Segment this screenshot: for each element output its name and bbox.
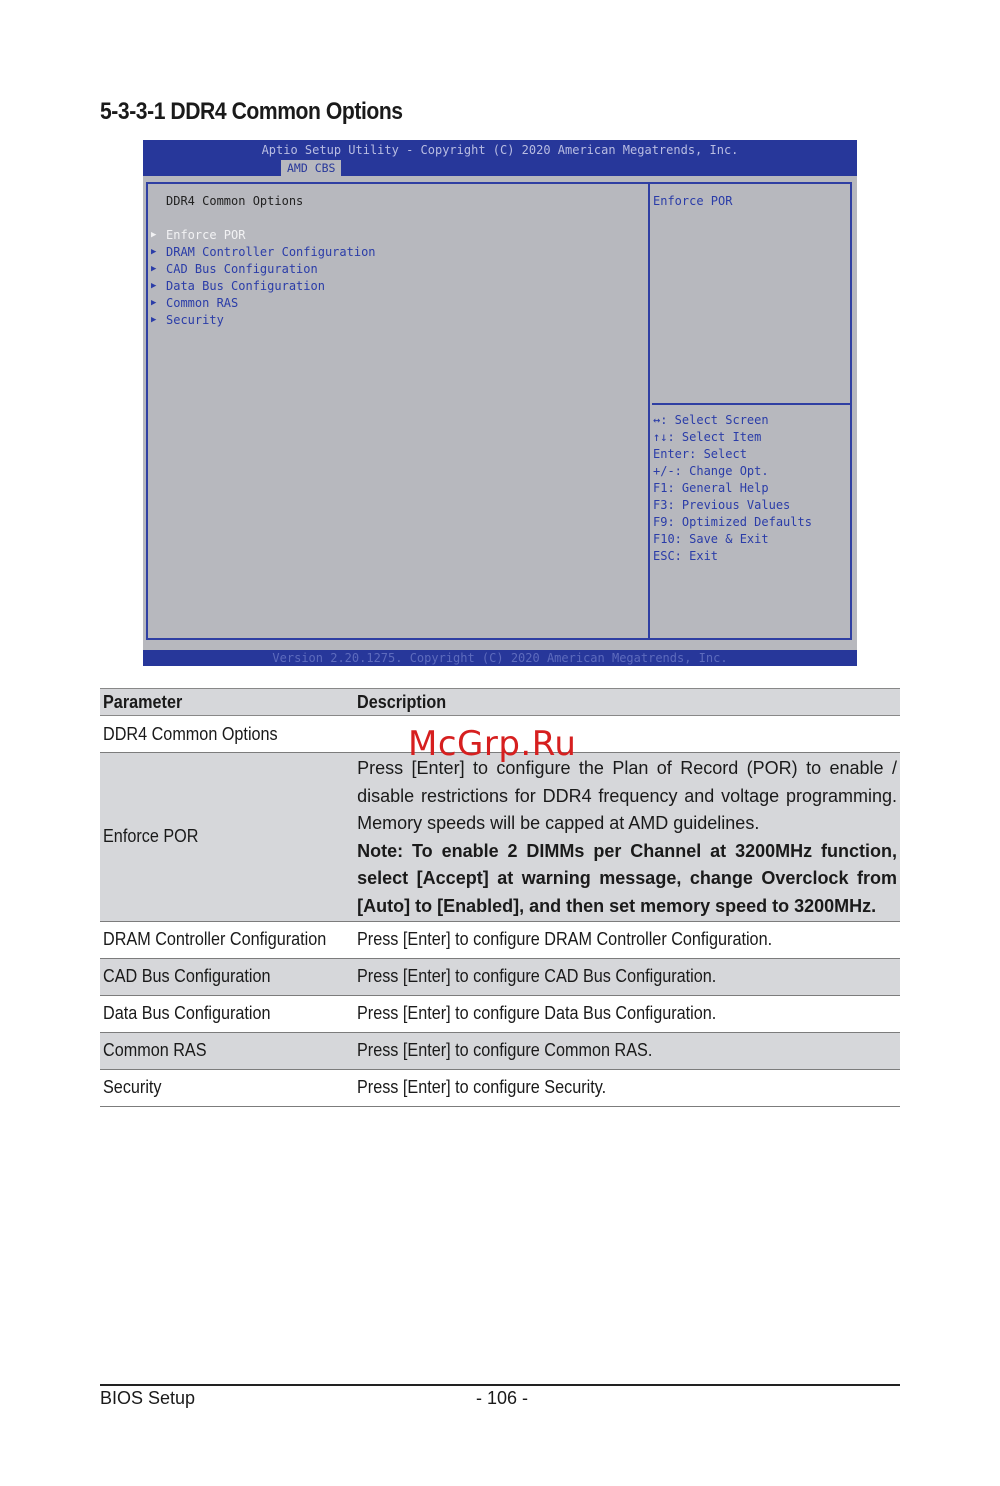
bios-main-frame <box>146 182 852 640</box>
menu-item-dram-controller-configuration[interactable] <box>148 244 376 261</box>
bios-version: Version 2.20.1275. Copyright (C) 2020 American Megatrends, Inc. <box>272 651 728 665</box>
param-cell: DDR4 Common Options <box>100 716 354 753</box>
key-hint: F9: Optimized Defaults <box>653 515 812 529</box>
table-header-row <box>100 689 900 716</box>
table-row <box>100 753 900 922</box>
menu-item-label: Common RAS <box>166 296 239 310</box>
bios-menu <box>148 227 376 329</box>
section-title: 5-3-3-1 DDR4 Common Options <box>100 98 403 125</box>
menu-item-label: Data Bus Configuration <box>166 279 325 293</box>
desc-note: Note: To enable 2 DIMMs per Channel at 3200MHz function, select [Accept] at warning message, change Overclock from [Auto] to [Enabled], and then set memory speed to 3200MHz. <box>357 840 897 916</box>
desc-cell: Press [Enter] to configure Common RAS. <box>354 1032 900 1069</box>
desc-cell: Press [Enter] to configure CAD Bus Configuration. <box>354 958 900 995</box>
bios-page-heading: DDR4 Common Options <box>166 194 304 208</box>
key-hint: F10: Save & Exit <box>653 532 769 546</box>
submenu-arrow-icon: ▶ <box>151 247 157 257</box>
key-hint: ↑↓: Select Item <box>653 430 762 444</box>
bios-help-separator <box>652 403 851 405</box>
desc-cell: Press [Enter] to configure DRAM Controller Configuration. <box>354 921 900 958</box>
param-cell: Enforce POR <box>100 753 354 922</box>
watermark: McGrp.Ru <box>408 724 577 764</box>
submenu-arrow-icon: ▶ <box>151 264 157 274</box>
menu-item-label: DRAM Controller Configuration <box>166 245 376 259</box>
param-cell: DRAM Controller Configuration <box>100 921 354 958</box>
key-hint: ↔: Select Screen <box>653 413 769 427</box>
key-hint: Enter: Select <box>653 447 747 461</box>
submenu-arrow-icon: ▶ <box>151 315 157 325</box>
submenu-arrow-icon: ▶ <box>151 298 157 308</box>
param-cell: Data Bus Configuration <box>100 995 354 1032</box>
desc-text: Press [Enter] to configure the Plan of Record (POR) to enable / disable restrictions for DDR4 frequency and voltage programming. Memory speeds will be capped at AMD guidelines. <box>357 758 897 834</box>
footer-rule <box>100 1384 900 1386</box>
param-cell: Security <box>100 1069 354 1106</box>
bios-panel-divider <box>648 184 650 638</box>
bios-help-title: Enforce POR <box>653 194 733 208</box>
submenu-arrow-icon: ▶ <box>151 230 157 240</box>
page-number: - 106 - <box>476 1388 529 1408</box>
desc-cell: Press [Enter] to configure Data Bus Configuration. <box>354 995 900 1032</box>
bios-status-bar <box>143 650 857 666</box>
header-parameter: Parameter <box>100 689 354 716</box>
menu-item-data-bus-configuration[interactable] <box>148 278 376 295</box>
param-cell: CAD Bus Configuration <box>100 958 354 995</box>
param-cell: Common RAS <box>100 1032 354 1069</box>
menu-item-common-ras[interactable] <box>148 295 376 312</box>
header-description: Description <box>354 689 900 716</box>
table-row <box>100 995 900 1032</box>
key-hint: F1: General Help <box>653 481 769 495</box>
menu-item-label: CAD Bus Configuration <box>166 262 318 276</box>
menu-item-security[interactable] <box>148 312 376 329</box>
submenu-arrow-icon: ▶ <box>151 281 157 291</box>
key-hint: ESC: Exit <box>653 549 719 563</box>
key-hint: +/-: Change Opt. <box>653 464 769 478</box>
table-row <box>100 1069 900 1106</box>
bios-title: Aptio Setup Utility - Copyright (C) 2020 American Megatrends, Inc. <box>261 143 739 157</box>
desc-cell: Press [Enter] to configure Security. <box>354 1069 900 1106</box>
desc-cell <box>354 753 900 922</box>
menu-item-cad-bus-configuration[interactable] <box>148 261 376 278</box>
table-row <box>100 921 900 958</box>
table-row <box>100 1032 900 1069</box>
bios-title-bar <box>143 140 857 176</box>
bios-screen <box>143 140 857 666</box>
bios-key-legend <box>653 412 812 565</box>
tab-amd-cbs[interactable]: AMD CBS <box>281 160 341 176</box>
table-row <box>100 958 900 995</box>
menu-item-enforce-por[interactable] <box>148 227 376 244</box>
menu-item-label: Enforce POR <box>166 228 246 242</box>
menu-item-label: Security <box>166 313 224 327</box>
key-hint: F3: Previous Values <box>653 498 791 512</box>
footer-section-name: BIOS Setup <box>100 1388 196 1408</box>
